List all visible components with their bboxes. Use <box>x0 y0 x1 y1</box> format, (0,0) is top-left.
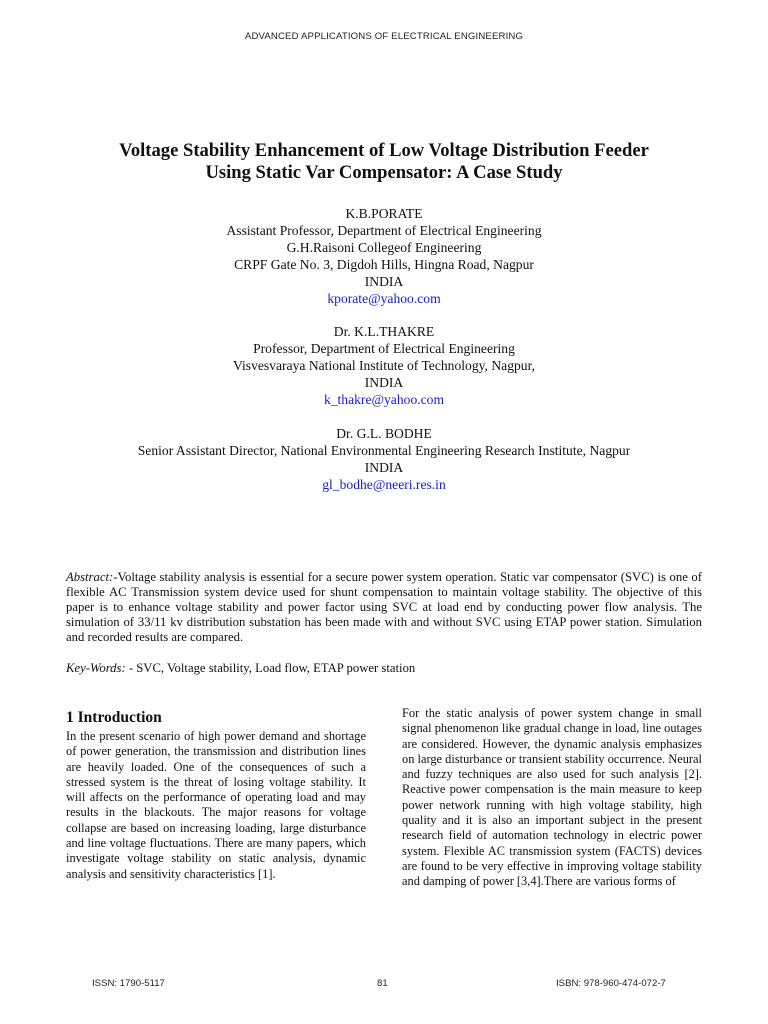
abstract-label: Abstract:- <box>66 570 118 584</box>
author-country: INDIA <box>364 375 404 391</box>
author-affiliation-line: Assistant Professor, Department of Electrical Engineering <box>226 222 542 238</box>
section-heading: 1 Introduction <box>66 709 162 726</box>
author-name: K.B.PORATE <box>345 206 423 221</box>
running-footer <box>0 978 768 992</box>
page-number: 81 <box>377 978 388 989</box>
running-header: ADVANCED APPLICATIONS OF ELECTRICAL ENGINEERING <box>244 31 524 42</box>
author-affiliation-line: CRPF Gate No. 3, Digdoh Hills, Hingna Road, Nagpur <box>234 256 534 272</box>
author-email-link[interactable]: kporate@yahoo.com <box>327 290 441 306</box>
author-name: Dr. G.L. BODHE <box>336 425 432 441</box>
author-country: INDIA <box>364 273 404 289</box>
abstract-text: Voltage stability analysis is essential for a secure power system operation. Static var compensator (SVC) is one of flexible AC Transmission system device used for shunt compensation to maintain voltage stability. The objective of this paper is to enhance voltage stability and power factor using SVC at load end by conducting power flow analysis. The simulation of 33/11 kv distribution substation has been made with and without SVC using ETAP power station. Simulation and recorded results are compared. <box>66 570 702 644</box>
keywords <box>66 661 702 676</box>
footer-issn: ISSN: 1790-5117 <box>92 978 165 989</box>
author-country: INDIA <box>364 459 404 475</box>
title-line-2: Using Static Var Compensator: A Case Study <box>205 162 563 183</box>
abstract-paragraph <box>66 570 702 645</box>
keywords-text: - SVC, Voltage stability, Load flow, ETAP power station <box>125 661 416 675</box>
author-email-link[interactable]: gl_bodhe@neeri.res.in <box>322 476 446 492</box>
author-3 <box>40 426 728 494</box>
author-affiliation-line: Visvesvaraya National Institute of Technology, Nagpur, <box>233 358 535 374</box>
paper-title <box>40 140 728 184</box>
author-1 <box>40 206 728 307</box>
footer-isbn: ISBN: 978-960-474-072-7 <box>556 978 666 989</box>
author-affiliation-line: Senior Assistant Director, National Environmental Engineering Research Institute, Nagpur <box>137 442 631 458</box>
intro-paragraph-left: In the present scenario of high power demand and shortage of power generation, the transmission and distribution lines are heavily loaded. One of the consequences of such a stressed system is the threat of losing voltage stability. It will affects on the performance of operating load and may results in the blackouts. The major reasons for voltage collapse are based on increasing loading, large disturbance and line voltage fluctuations. There are many papers, which investigate voltage stability on static analysis, dynamic analysis and sensitivity characteristics [1]. <box>66 729 366 881</box>
author-email-link[interactable]: k_thakre@yahoo.com <box>323 392 445 408</box>
author-name: Dr. K.L.THAKRE <box>333 324 435 340</box>
author-affiliation-line: Professor, Department of Electrical Engineering <box>253 341 515 357</box>
author-affiliation-line: G.H.Raisoni Collegeof Engineering <box>286 239 482 255</box>
keywords-label: Key-Words: <box>66 661 126 675</box>
abstract <box>66 570 702 645</box>
left-column <box>66 708 366 882</box>
title-line-1: Voltage Stability Enhancement of Low Voltage Distribution Feeder <box>119 140 649 161</box>
author-2 <box>40 324 728 409</box>
intro-paragraph-right: For the static analysis of power system change in small signal phenomenon like gradual change in load, line outages are considered. However, the dynamic analysis emphasizes on large disturbance or transient stability occurrence. Neural and fuzzy techniques are also used for such analysis [2]. Reactive power compensation is the main measure to keep power network running with high voltage stability, high quality and it is also an important subject in the present research field of automation technology in electric power system. Flexible AC transmission system (FACTS) devices are found to be very effective in improving voltage stability and damping of power [3,4].There are various forms of <box>402 706 702 889</box>
author-block <box>40 206 728 511</box>
right-column <box>402 706 702 890</box>
